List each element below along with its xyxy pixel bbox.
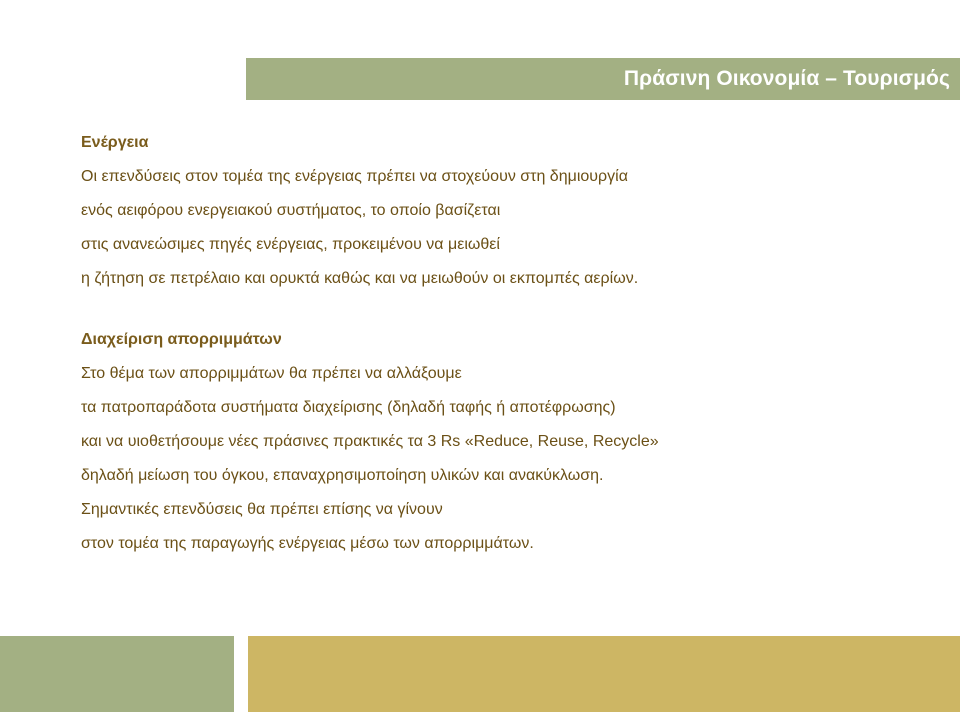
- section-heading: Διαχείριση απορριμμάτων: [81, 331, 282, 348]
- paragraph-line: Οι επενδύσεις στον τομέα της ενέργειας πρέπει να στοχεύουν στη δημιουργία: [81, 168, 628, 185]
- section-heading: Ενέργεια: [81, 134, 149, 151]
- paragraph-line: στον τομέα της παραγωγής ενέργειας μέσω των απορριμμάτων.: [81, 535, 534, 552]
- paragraph-line: η ζήτηση σε πετρέλαιο και ορυκτά καθώς και να μειωθούν οι εκπομπές αερίων.: [81, 270, 639, 287]
- paragraph-line: Στο θέμα των απορριμμάτων θα πρέπει να αλλάξουμε: [81, 365, 462, 382]
- title-bar: [246, 58, 960, 100]
- paragraph-line: στις ανανεώσιμες πηγές ενέργειας, προκειμένου να μειωθεί: [81, 236, 500, 253]
- footer-bar-right: [248, 636, 960, 712]
- paragraph-line: και να υιοθετήσουμε νέες πράσινες πρακτικές τα 3 Rs «Reduce, Reuse, Recycle»: [81, 433, 659, 450]
- section-waste-management: [81, 328, 901, 556]
- slide-title: Πράσινη Οικονομία – Τουρισμός: [623, 67, 950, 90]
- paragraph-line: ενός αειφόρου ενεργειακού συστήματος, το οποίο βασίζεται: [81, 202, 501, 219]
- paragraph-line: τα πατροπαράδοτα συστήματα διαχείρισης (δηλαδή ταφής ή αποτέφρωσης): [81, 399, 616, 416]
- slide-content: [81, 131, 901, 566]
- paragraph-line: Σημαντικές επενδύσεις θα πρέπει επίσης να γίνουν: [81, 501, 443, 518]
- footer-bar-left: [0, 636, 234, 712]
- section-energy: [81, 131, 901, 291]
- paragraph-line: δηλαδή μείωση του όγκου, επαναχρησιμοποίηση υλικών και ανακύκλωση.: [81, 467, 604, 484]
